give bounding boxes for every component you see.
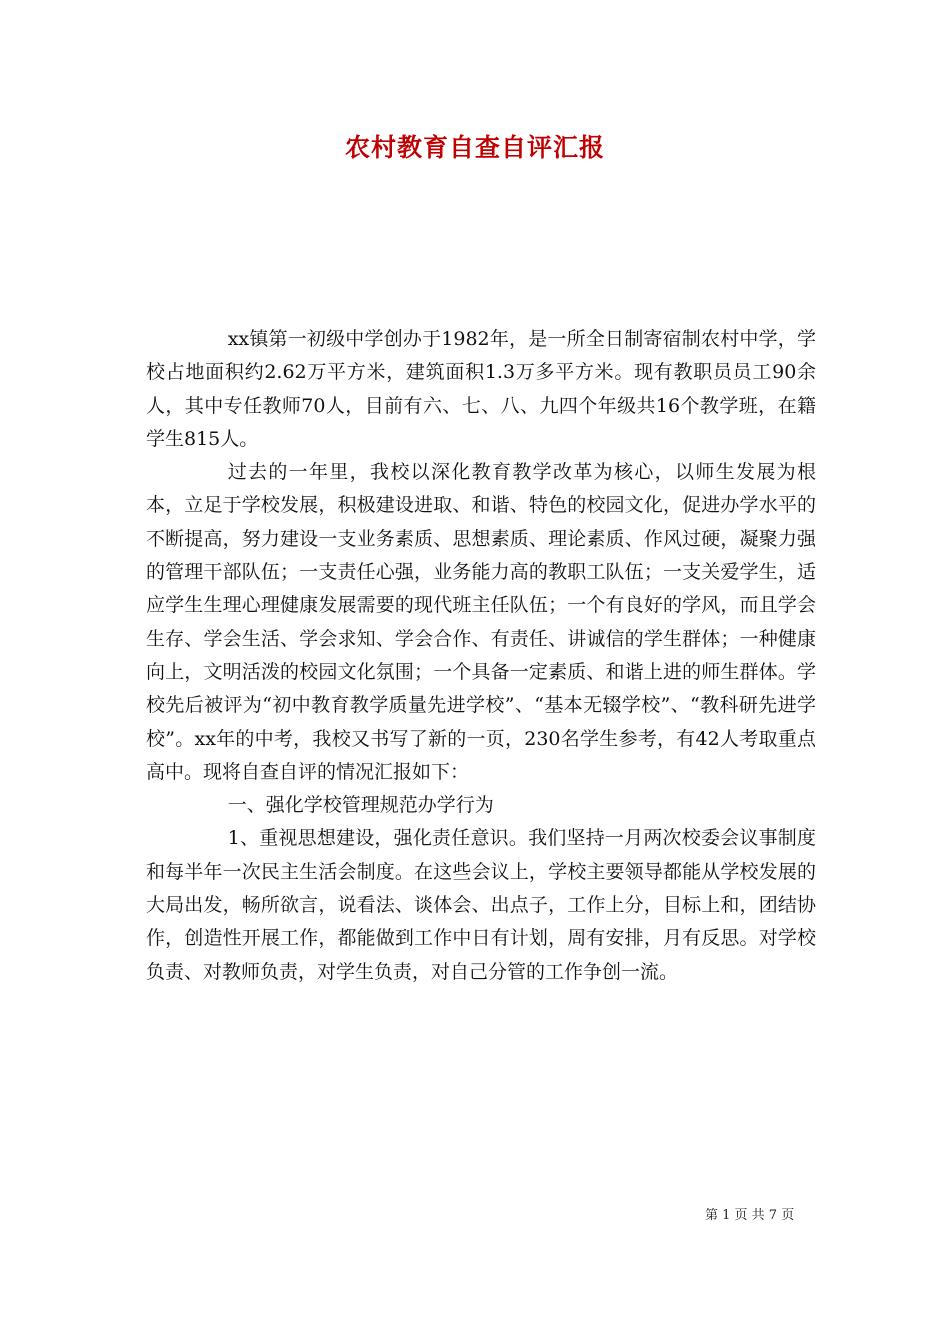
section-heading: 一、强化学校管理规范办学行为 bbox=[227, 794, 494, 817]
paragraph-intro: xx镇第一初级中学创办于1982年，是一所全日制寄宿制农村中学，学校占地面积约2.62万平方米，建筑面积1.3万多平方米。现有教职员员工90余人，其中专任教师70人，目前有六、七、八、九四个年级共16个教学班，在籍学生815人。 bbox=[146, 328, 816, 450]
document-body bbox=[146, 323, 816, 989]
paragraph-section-1: 1、重视思想建设，强化责任意识。我们坚持一月两次校委会议事制度和每半年一次民主生活会制度。在这些会议上，学校主要领导都能从学校发展的大局出发，畅所欲言，说看法、谈体会、出点子，工作上分，目标上和，团结协作，创造性开展工作，都能做到工作中日有计划，周有安排，月有反思。对学校负责、对教师负责，对学生负责，对自己分管的工作争创一流。 bbox=[146, 827, 816, 983]
paragraph-summary: 过去的一年里，我校以深化教育教学改革为核心，以师生发展为根本，立足于学校发展，积极建设进取、和谐、特色的校园文化，促进办学水平的不断提高，努力建设一支业务素质、思想素质、理论素质、作风过硬，凝聚力强的管理干部队伍；一支责任心强，业务能力高的教职工队伍；一支关爱学生，适应学生生理心理健康发展需要的现代班主任队伍；一个有良好的学风，而且学会生存、学会生活、学会求知、学会合作、有责任、讲诚信的学生群体；一种健康向上，文明活泼的校园文化氛围；一个具备一定素质、和谐上进的师生群体。学校先后被评为“初中教育教学质量先进学校”、“基本无辍学校”、“教科研先进学校”。xx年的中考，我校又书写了新的一页，230名学生参考，有42人考取重点高中。现将自查自评的情况汇报如下： bbox=[146, 461, 816, 783]
page-number: 第 1 页 共 7 页 bbox=[705, 1208, 795, 1223]
document-title: 农村教育自查自评汇报 bbox=[344, 133, 605, 162]
